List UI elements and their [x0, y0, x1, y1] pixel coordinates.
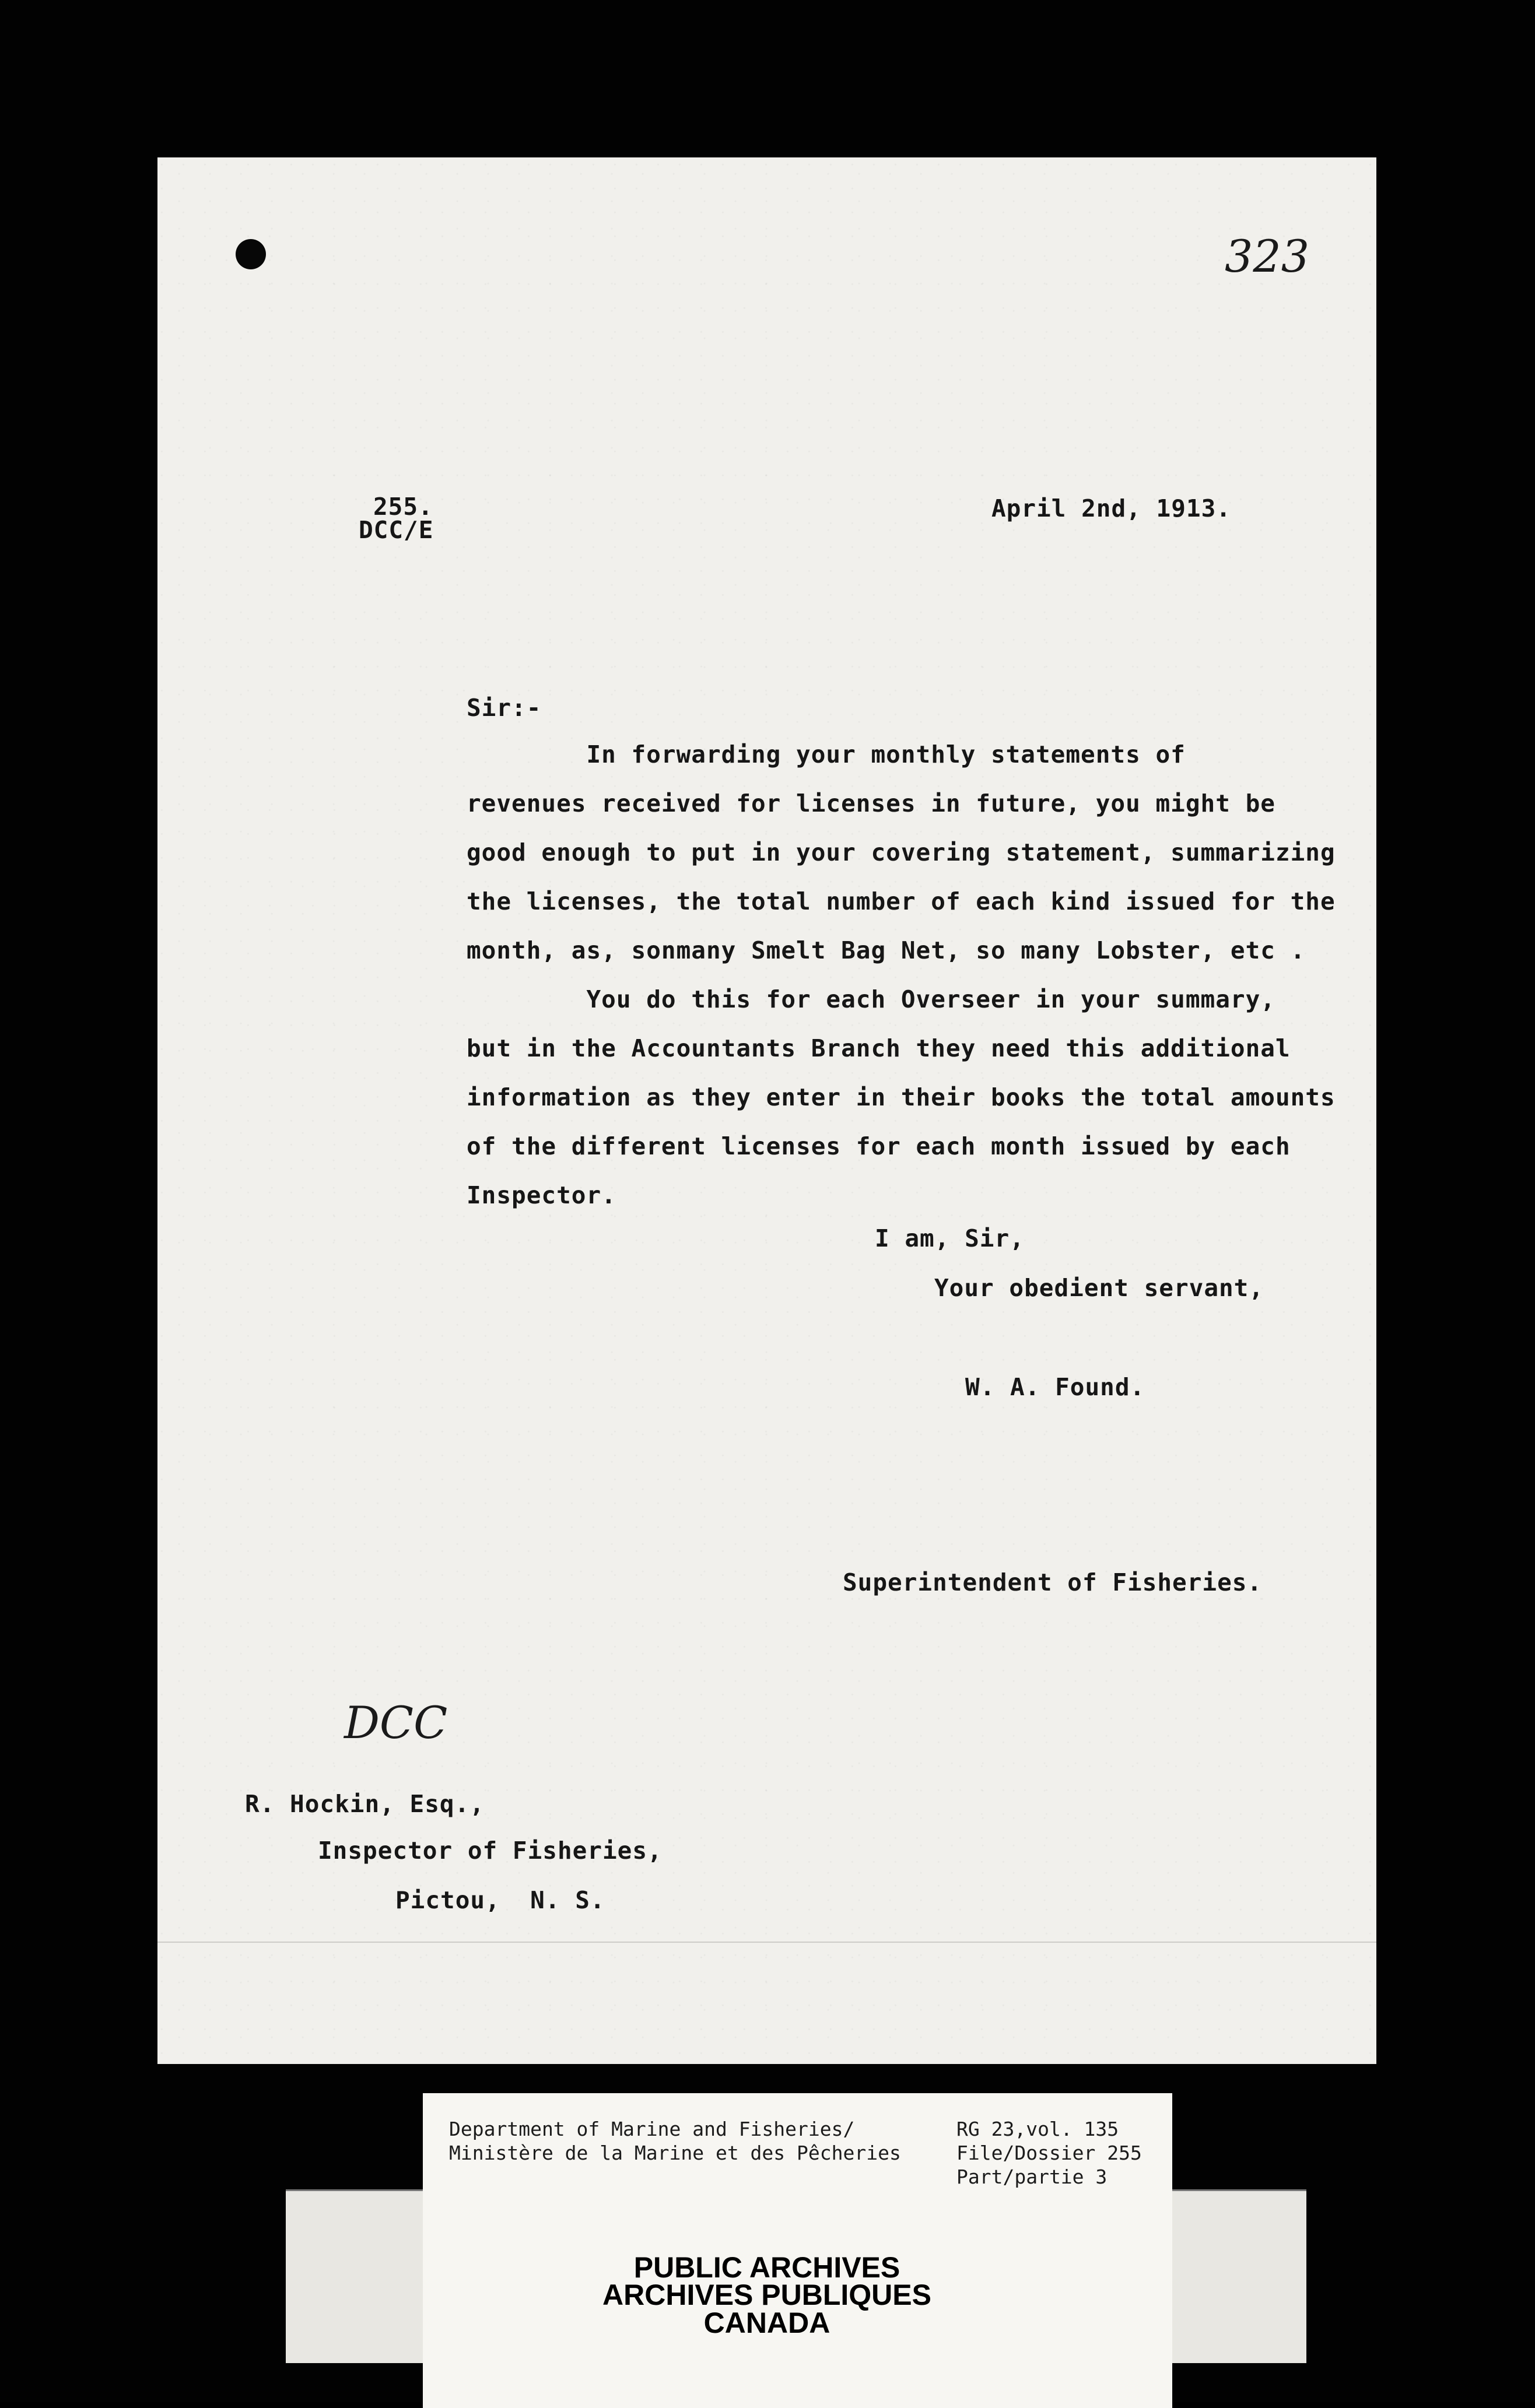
body-line: good enough to put in your covering statement, summarizing: [467, 838, 1336, 866]
archive-stamp-line: CANADA: [703, 2307, 830, 2339]
archive-stamp-line: ARCHIVES PUBLIQUES: [602, 2279, 931, 2311]
fold-line: [157, 1942, 1376, 1943]
file-number: 255.: [373, 493, 433, 521]
letter-date: April 2nd, 1913.: [991, 494, 1231, 522]
addressee-location: Pictou, N. S.: [395, 1886, 605, 1914]
body-line: information as they enter in their books the total amounts: [467, 1083, 1336, 1111]
archive-label-card: [423, 2093, 1172, 2408]
department-english: Department of Marine and Fisheries/: [449, 2118, 855, 2140]
body-line: Inspector.: [467, 1181, 616, 1209]
punch-hole: [236, 239, 266, 269]
signatory-title: Superintendent of Fisheries.: [843, 1568, 1263, 1596]
file-dossier: File/Dossier 255: [956, 2142, 1142, 2164]
body-line: the licenses, the total number of each kind issued for the: [467, 887, 1336, 915]
department-french: Ministère de la Marine et des Pêcheries: [449, 2142, 901, 2164]
body-line: revenues received for licenses in future, you might be: [467, 789, 1275, 817]
signature: W. A. Found.: [965, 1373, 1145, 1401]
closing-line: I am, Sir,: [875, 1224, 1025, 1252]
addressee-name: R. Hockin, Esq.,: [245, 1790, 485, 1818]
body-line: of the different licenses for each month issued by each: [467, 1132, 1291, 1160]
salutation: Sir:-: [467, 694, 542, 722]
archive-stamp-line: PUBLIC ARCHIVES: [633, 2251, 900, 2284]
closing-line: Your obedient servant,: [934, 1274, 1264, 1302]
record-group: RG 23,vol. 135: [956, 2118, 1119, 2140]
handwritten-initials: DCC: [344, 1697, 448, 1749]
body-line: You do this for each Overseer in your summary,: [467, 985, 1275, 1013]
body-line: month, as, sonmany Smelt Bag Net, so many Lobster, etc .: [467, 936, 1306, 964]
addressee-position: Inspector of Fisheries,: [318, 1837, 663, 1865]
body-line: but in the Accountants Branch they need this additional: [467, 1034, 1291, 1062]
part-partie: Part/partie 3: [956, 2165, 1108, 2188]
handwritten-page-number: 323: [1225, 230, 1310, 282]
body-line: In forwarding your monthly statements of: [467, 740, 1186, 768]
reference-code: DCC/E: [359, 516, 434, 544]
